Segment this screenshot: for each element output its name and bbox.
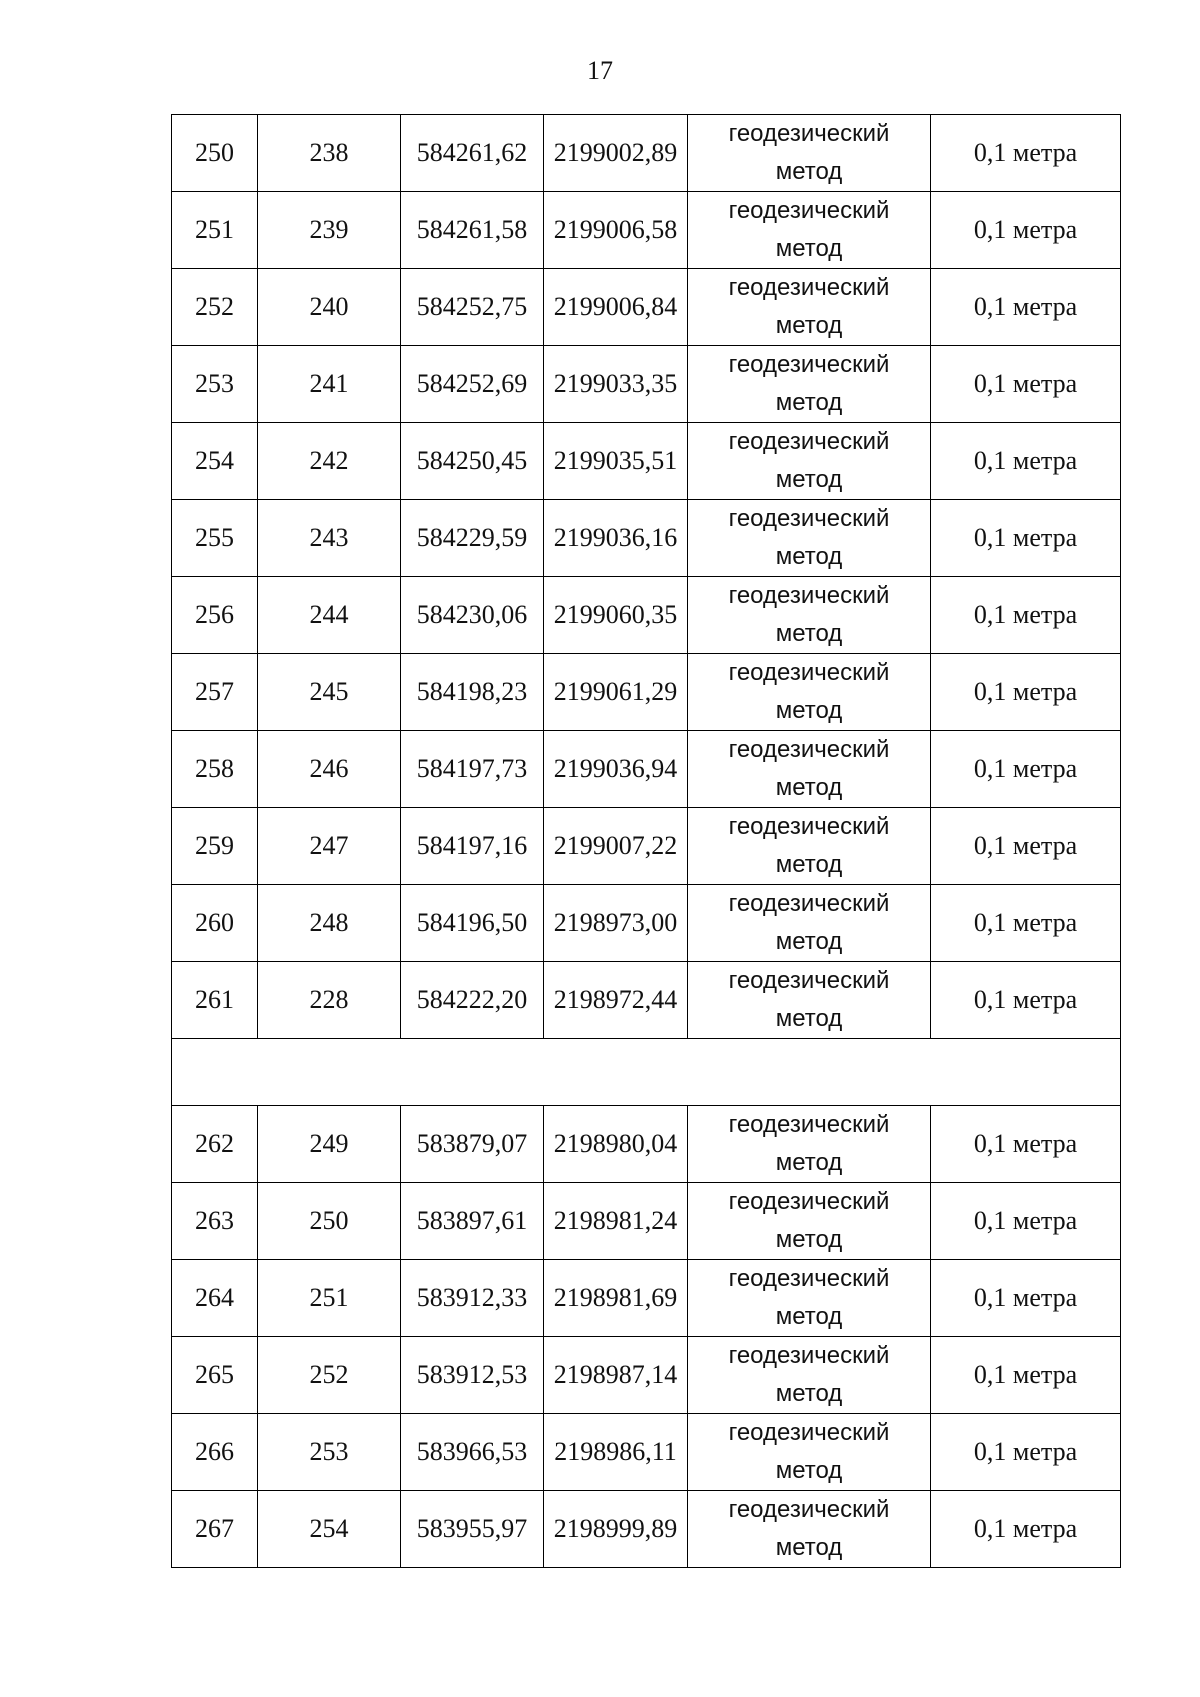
method-text: метод — [775, 1457, 843, 1484]
y-coordinate-cell: 2199002,89 — [544, 115, 688, 192]
accuracy-cell: 0,1 метра — [931, 731, 1121, 808]
table-row — [172, 1106, 1121, 1183]
method-text: геодезический — [728, 351, 890, 378]
method-text: метод — [775, 1005, 843, 1032]
accuracy-cell: 0,1 метра — [931, 654, 1121, 731]
y-coordinate-cell: 2198987,14 — [544, 1337, 688, 1414]
method-text: геодезический — [728, 659, 890, 686]
point-number-cell: 255 — [172, 500, 258, 577]
table-body-before-gap — [172, 115, 1121, 1039]
y-coordinate-cell: 2199007,22 — [544, 808, 688, 885]
method-cell — [688, 654, 931, 731]
x-coordinate-cell: 584197,73 — [401, 731, 544, 808]
table-row — [172, 808, 1121, 885]
method-text: геодезический — [728, 1265, 890, 1292]
contour-point-cell: 247 — [258, 808, 401, 885]
table-gap-section — [172, 1039, 1121, 1106]
table-row — [172, 731, 1121, 808]
accuracy-cell: 0,1 метра — [931, 269, 1121, 346]
method-cell — [688, 1260, 931, 1337]
point-number-cell: 264 — [172, 1260, 258, 1337]
x-coordinate-cell: 584261,62 — [401, 115, 544, 192]
x-coordinate-cell: 584230,06 — [401, 577, 544, 654]
method-cell — [688, 1183, 931, 1260]
method-cell — [688, 1337, 931, 1414]
contour-point-cell: 254 — [258, 1491, 401, 1568]
method-cell — [688, 731, 931, 808]
y-coordinate-cell: 2198981,24 — [544, 1183, 688, 1260]
method-cell — [688, 346, 931, 423]
method-text: геодезический — [728, 1496, 890, 1523]
table-body-after-gap — [172, 1106, 1121, 1568]
point-number-cell: 252 — [172, 269, 258, 346]
y-coordinate-cell: 2199036,16 — [544, 500, 688, 577]
accuracy-cell: 0,1 метра — [931, 115, 1121, 192]
method-cell — [688, 1106, 931, 1183]
method-text: геодезический — [728, 428, 890, 455]
accuracy-cell: 0,1 метра — [931, 1337, 1121, 1414]
method-cell — [688, 1491, 931, 1568]
method-cell — [688, 577, 931, 654]
table-row — [172, 423, 1121, 500]
method-text: метод — [775, 312, 843, 339]
method-text: метод — [775, 851, 843, 878]
method-cell — [688, 423, 931, 500]
accuracy-cell: 0,1 метра — [931, 1260, 1121, 1337]
point-number-cell: 263 — [172, 1183, 258, 1260]
accuracy-cell: 0,1 метра — [931, 346, 1121, 423]
table-row — [172, 654, 1121, 731]
point-number-cell: 253 — [172, 346, 258, 423]
method-text: геодезический — [728, 197, 890, 224]
method-text: геодезический — [728, 967, 890, 994]
method-cell — [688, 962, 931, 1039]
point-number-cell: 259 — [172, 808, 258, 885]
x-coordinate-cell: 584196,50 — [401, 885, 544, 962]
y-coordinate-cell: 2199036,94 — [544, 731, 688, 808]
accuracy-cell: 0,1 метра — [931, 577, 1121, 654]
method-text: метод — [775, 466, 843, 493]
contour-point-cell: 241 — [258, 346, 401, 423]
table-row — [172, 1491, 1121, 1568]
y-coordinate-cell: 2199061,29 — [544, 654, 688, 731]
method-cell — [688, 269, 931, 346]
method-text: метод — [775, 697, 843, 724]
contour-point-cell: 246 — [258, 731, 401, 808]
accuracy-cell: 0,1 метра — [931, 885, 1121, 962]
method-text: геодезический — [728, 274, 890, 301]
accuracy-cell: 0,1 метра — [931, 423, 1121, 500]
y-coordinate-cell: 2199060,35 — [544, 577, 688, 654]
method-text: геодезический — [728, 890, 890, 917]
contour-point-cell: 250 — [258, 1183, 401, 1260]
table-row — [172, 577, 1121, 654]
y-coordinate-cell: 2199033,35 — [544, 346, 688, 423]
y-coordinate-cell: 2198972,44 — [544, 962, 688, 1039]
table-gap-row — [172, 1039, 1121, 1106]
y-coordinate-cell: 2199006,84 — [544, 269, 688, 346]
contour-point-cell: 245 — [258, 654, 401, 731]
method-cell — [688, 192, 931, 269]
contour-point-cell: 242 — [258, 423, 401, 500]
method-text: геодезический — [728, 1342, 890, 1369]
method-text: геодезический — [728, 1111, 890, 1138]
method-text: метод — [775, 235, 843, 262]
point-number-cell: 250 — [172, 115, 258, 192]
method-text: метод — [775, 543, 843, 570]
x-coordinate-cell: 583955,97 — [401, 1491, 544, 1568]
x-coordinate-cell: 583879,07 — [401, 1106, 544, 1183]
method-text: геодезический — [728, 505, 890, 532]
x-coordinate-cell: 584222,20 — [401, 962, 544, 1039]
table-row — [172, 885, 1121, 962]
method-cell — [688, 885, 931, 962]
point-number-cell: 251 — [172, 192, 258, 269]
x-coordinate-cell: 584261,58 — [401, 192, 544, 269]
empty-separator-cell — [172, 1039, 1121, 1106]
page-number: 17 — [587, 56, 613, 85]
accuracy-cell: 0,1 метра — [931, 1414, 1121, 1491]
point-number-cell: 256 — [172, 577, 258, 654]
method-cell — [688, 1414, 931, 1491]
method-text: метод — [775, 1303, 843, 1330]
table-row — [172, 1337, 1121, 1414]
x-coordinate-cell: 584252,69 — [401, 346, 544, 423]
method-cell — [688, 500, 931, 577]
x-coordinate-cell: 584197,16 — [401, 808, 544, 885]
y-coordinate-cell: 2199035,51 — [544, 423, 688, 500]
x-coordinate-cell: 584198,23 — [401, 654, 544, 731]
point-number-cell: 254 — [172, 423, 258, 500]
table-row — [172, 962, 1121, 1039]
table-row — [172, 1260, 1121, 1337]
point-number-cell: 267 — [172, 1491, 258, 1568]
accuracy-cell: 0,1 метра — [931, 962, 1121, 1039]
contour-point-cell: 248 — [258, 885, 401, 962]
method-text: метод — [775, 620, 843, 647]
method-text: геодезический — [728, 1188, 890, 1215]
method-text: метод — [775, 1226, 843, 1253]
contour-point-cell: 244 — [258, 577, 401, 654]
accuracy-cell: 0,1 метра — [931, 1106, 1121, 1183]
method-text: геодезический — [728, 120, 890, 147]
point-number-cell: 265 — [172, 1337, 258, 1414]
x-coordinate-cell: 583912,33 — [401, 1260, 544, 1337]
point-number-cell: 266 — [172, 1414, 258, 1491]
method-text: геодезический — [728, 813, 890, 840]
y-coordinate-cell: 2198981,69 — [544, 1260, 688, 1337]
contour-point-cell: 243 — [258, 500, 401, 577]
x-coordinate-cell: 584250,45 — [401, 423, 544, 500]
point-number-cell: 260 — [172, 885, 258, 962]
x-coordinate-cell: 583897,61 — [401, 1183, 544, 1260]
accuracy-cell: 0,1 метра — [931, 1491, 1121, 1568]
coordinates-table — [171, 114, 1121, 1568]
method-text: метод — [775, 158, 843, 185]
table-row — [172, 192, 1121, 269]
method-text: метод — [775, 1534, 843, 1561]
point-number-cell: 261 — [172, 962, 258, 1039]
accuracy-cell: 0,1 метра — [931, 192, 1121, 269]
table-row — [172, 1414, 1121, 1491]
contour-point-cell: 253 — [258, 1414, 401, 1491]
contour-point-cell: 251 — [258, 1260, 401, 1337]
accuracy-cell: 0,1 метра — [931, 500, 1121, 577]
contour-point-cell: 228 — [258, 962, 401, 1039]
point-number-cell: 262 — [172, 1106, 258, 1183]
method-text: метод — [775, 389, 843, 416]
table-row — [172, 500, 1121, 577]
x-coordinate-cell: 583966,53 — [401, 1414, 544, 1491]
y-coordinate-cell: 2198973,00 — [544, 885, 688, 962]
y-coordinate-cell: 2198986,11 — [544, 1414, 688, 1491]
table-row — [172, 1183, 1121, 1260]
contour-point-cell: 240 — [258, 269, 401, 346]
method-text: метод — [775, 774, 843, 801]
contour-point-cell: 238 — [258, 115, 401, 192]
table-row — [172, 269, 1121, 346]
method-text: геодезический — [728, 1419, 890, 1446]
point-number-cell: 258 — [172, 731, 258, 808]
method-text: геодезический — [728, 736, 890, 763]
accuracy-cell: 0,1 метра — [931, 1183, 1121, 1260]
y-coordinate-cell: 2198980,04 — [544, 1106, 688, 1183]
point-number-cell: 257 — [172, 654, 258, 731]
accuracy-cell: 0,1 метра — [931, 808, 1121, 885]
x-coordinate-cell: 584252,75 — [401, 269, 544, 346]
table-row — [172, 115, 1121, 192]
contour-point-cell: 252 — [258, 1337, 401, 1414]
x-coordinate-cell: 584229,59 — [401, 500, 544, 577]
method-text: метод — [775, 928, 843, 955]
table-row — [172, 346, 1121, 423]
contour-point-cell: 249 — [258, 1106, 401, 1183]
contour-point-cell: 239 — [258, 192, 401, 269]
method-cell — [688, 115, 931, 192]
y-coordinate-cell: 2198999,89 — [544, 1491, 688, 1568]
method-text: метод — [775, 1380, 843, 1407]
method-text: метод — [775, 1149, 843, 1176]
method-text: геодезический — [728, 582, 890, 609]
method-cell — [688, 808, 931, 885]
x-coordinate-cell: 583912,53 — [401, 1337, 544, 1414]
y-coordinate-cell: 2199006,58 — [544, 192, 688, 269]
